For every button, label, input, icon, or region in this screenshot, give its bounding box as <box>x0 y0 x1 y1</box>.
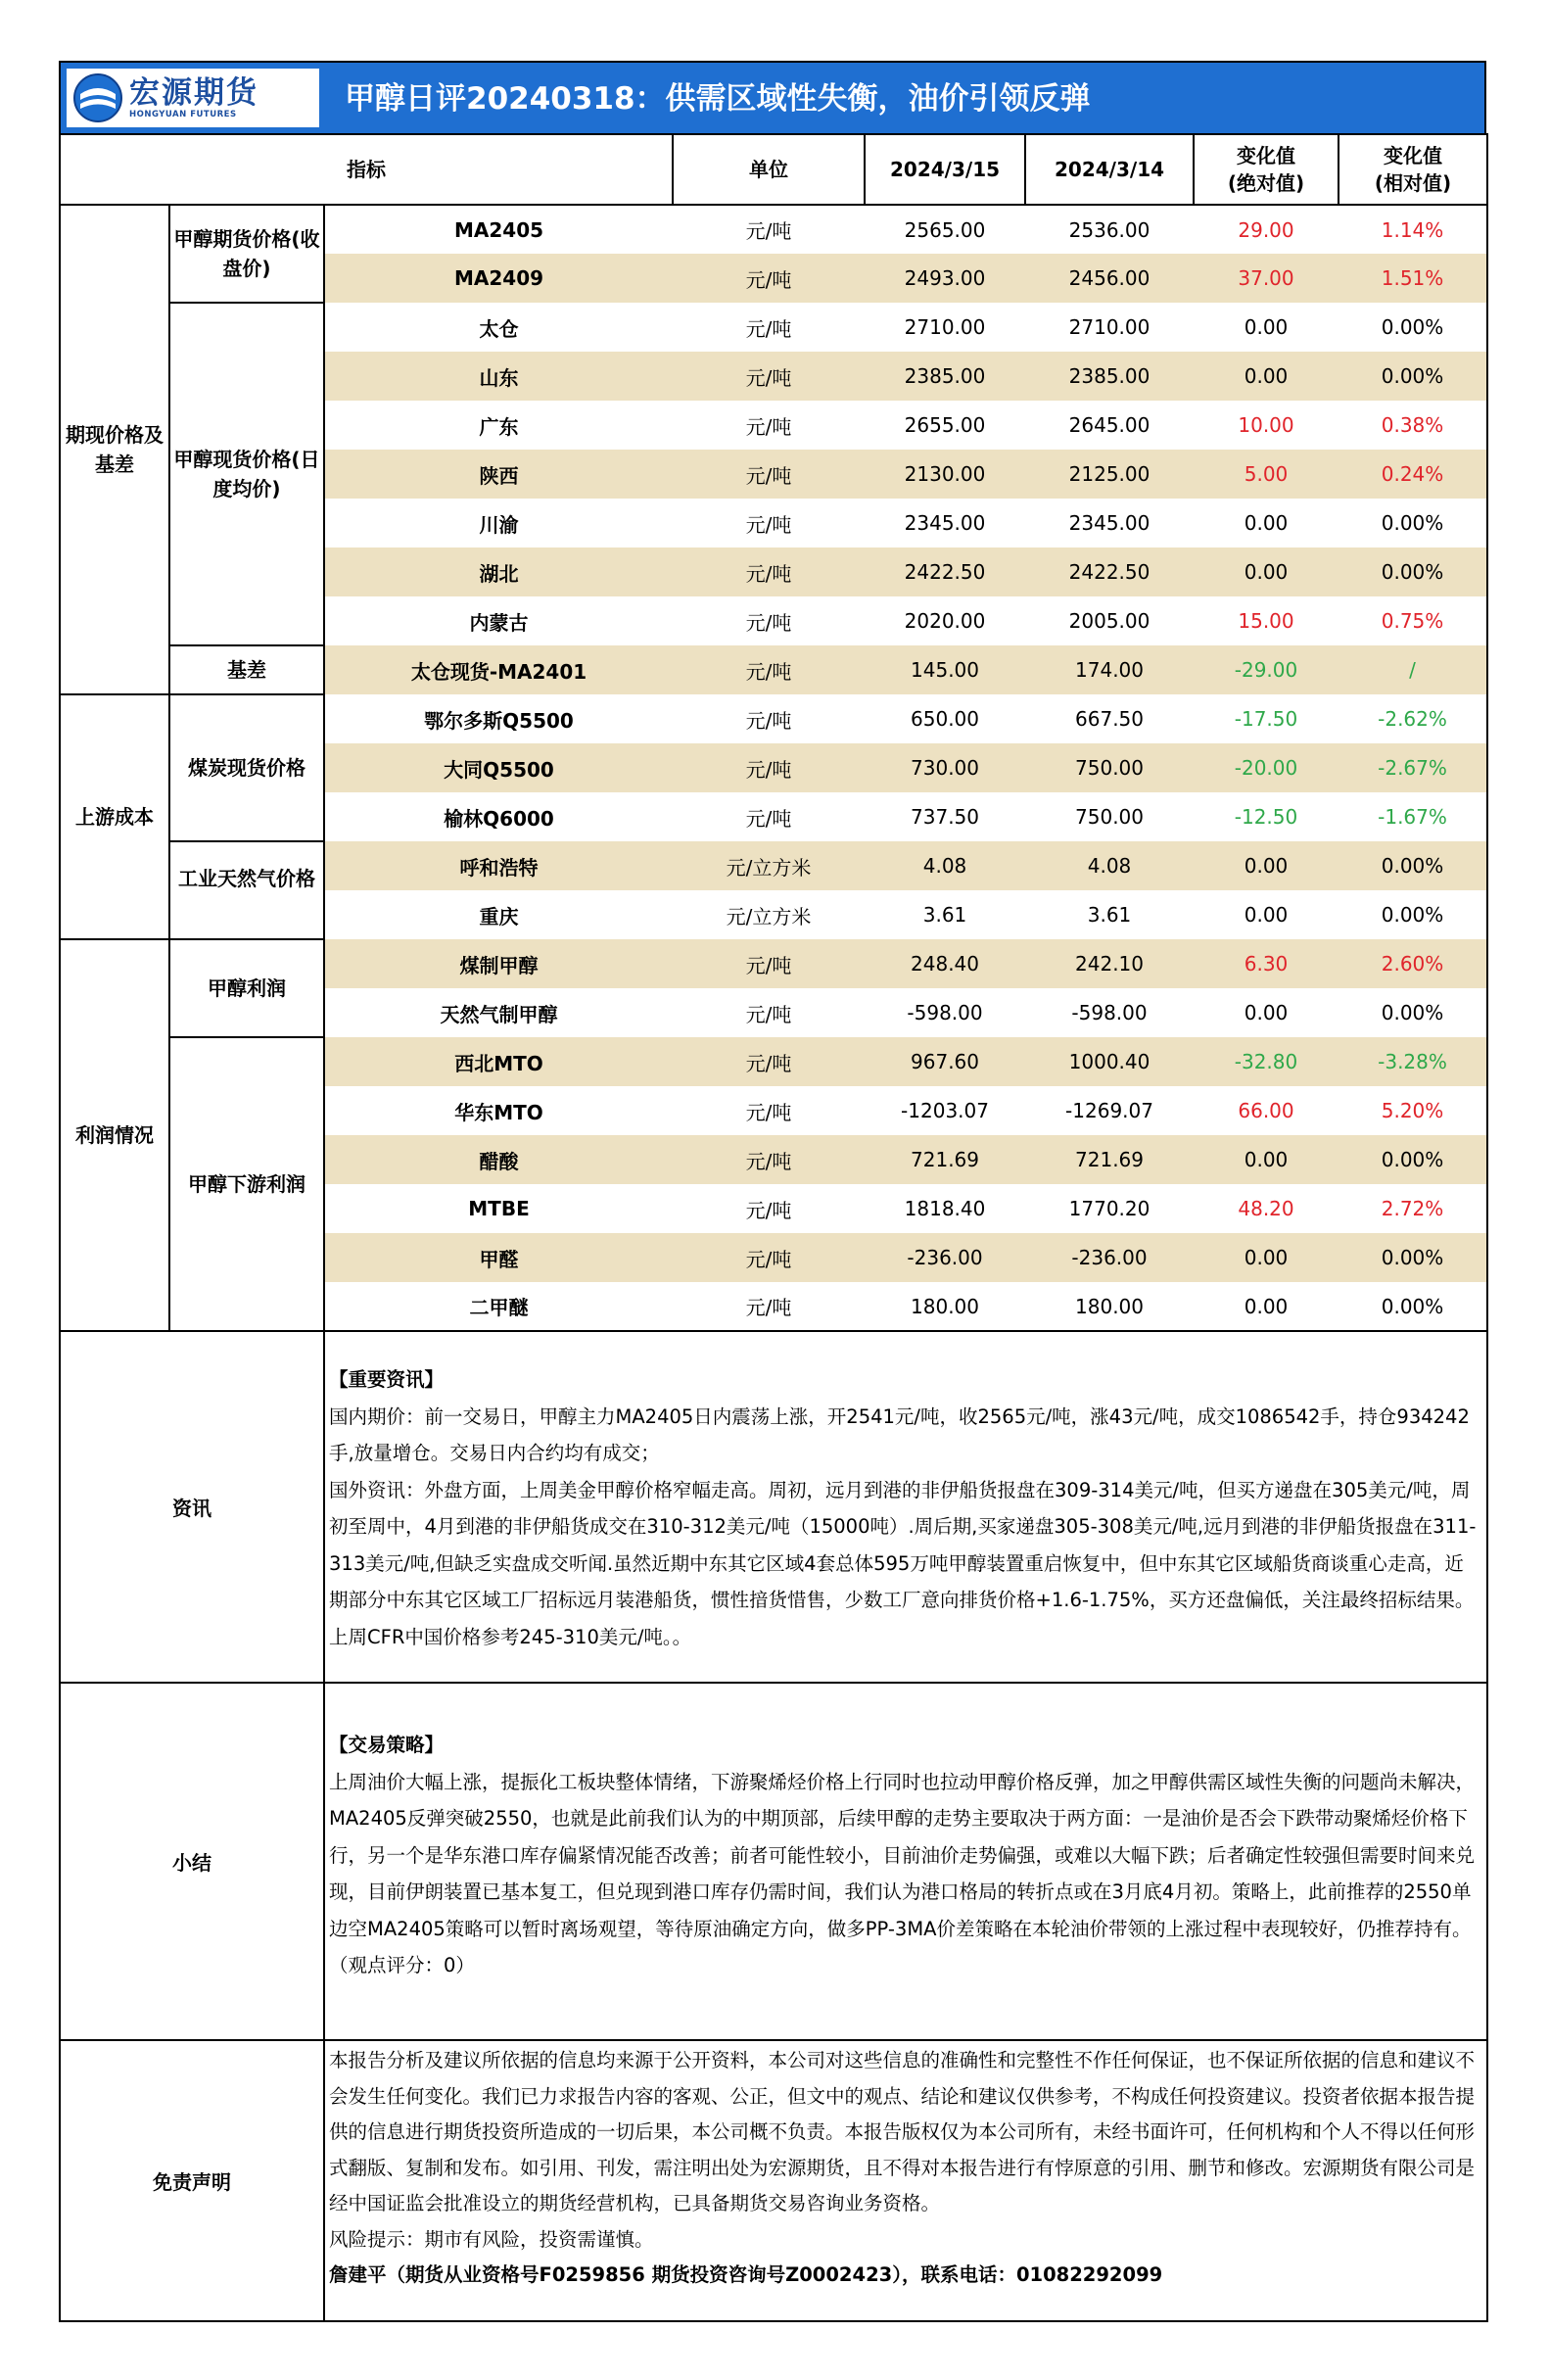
abs-change: -32.80 <box>1194 1037 1339 1086</box>
table-row <box>60 645 1487 694</box>
abs-change: 0.00 <box>1194 547 1339 596</box>
abs-change: -17.50 <box>1234 707 1298 731</box>
unit-cell: 元/吨 <box>673 1282 865 1331</box>
col-abs-change: 变化值 (绝对值) <box>1194 134 1339 205</box>
rel-change: 0.00% <box>1339 988 1487 1037</box>
indicator-name: 太仓 <box>479 316 519 341</box>
abs-change: 0.00 <box>1194 352 1339 401</box>
value-date2: 242.10 <box>1025 939 1194 988</box>
indicator-name: 重庆 <box>479 904 519 928</box>
value-date2: 2125.00 <box>1025 450 1194 499</box>
value-date2: 2456.00 <box>1025 254 1194 303</box>
hongyuan-logo-icon <box>72 72 123 123</box>
value-date2: 1000.40 <box>1025 1037 1194 1086</box>
rel-change: 0.38% <box>1339 401 1487 450</box>
unit-cell: 元/吨 <box>745 1198 792 1222</box>
indicator-name: 榆林Q6000 <box>444 806 554 831</box>
news-label: 资讯 <box>60 1332 324 1683</box>
unit-cell: 元/吨 <box>745 708 792 733</box>
indicator-name: MA2405 <box>453 217 544 242</box>
news-body <box>324 1332 1487 1683</box>
value-date2: 750.00 <box>1075 805 1144 829</box>
rel-change: / <box>1339 645 1487 694</box>
indicator-name: 鄂尔多斯Q5500 <box>424 708 574 733</box>
value-date2: -598.00 <box>1071 1001 1148 1024</box>
unit-cell: 元/吨 <box>745 316 792 341</box>
value-date1: -236.00 <box>865 1233 1025 1282</box>
value-date1: 2710.00 <box>904 315 986 339</box>
abs-change: 0.00 <box>1244 903 1289 927</box>
table-row <box>60 205 1487 254</box>
indicator-name: 天然气制甲醇 <box>440 1002 558 1026</box>
value-date1: 650.00 <box>911 707 979 731</box>
rel-change: -2.67% <box>1339 743 1487 792</box>
abs-change: 0.00 <box>1194 1233 1339 1282</box>
unit-cell: 元/吨 <box>673 1233 865 1282</box>
rel-change: 1.51% <box>1339 254 1487 303</box>
summary-text: 上周油价大幅上涨，提振化工板块整体情绪，下游聚烯烃价格上行同时也拉动甲醇价格反弹，加之甲醇供需区域性失衡的问题尚未解决，MA2405反弹突破2550，也就是此前我们认为的中期顶部，后续甲醇的走势主要取决于两方面：一是油价是否会下跌带动聚烯烃价格下行，另一个是华东港口库存偏紧情况能否改善；前者可能性较小，目前油价走势偏强，或难以大幅下跌；后者确定性较强但需要时间来兑现，目前伊朗装置已基本复工，但兑现到港口库存仍需时间，我们认为港口格局的转折点或在3月底4月初。策略上，此前推荐的2550单边空MA2405策略可以暂时离场观望，等待原油确定方向，做多PP-3MA价差策略在本轮油价带领的上涨过程中表现较好，仍推荐持有。（观点评分：0） <box>329 1770 1476 1976</box>
indicator-table <box>59 133 1488 1332</box>
value-date1: 721.69 <box>865 1135 1025 1184</box>
value-date1: 2385.00 <box>865 352 1025 401</box>
unit-cell: 元/吨 <box>673 645 865 694</box>
abs-change: -12.50 <box>1234 805 1298 829</box>
value-date1: 2565.00 <box>904 217 986 242</box>
disclaimer-block <box>59 2041 1488 2322</box>
category-cell: 利润情况 <box>60 939 169 1331</box>
risk-warning: 风险提示：期市有风险，投资需谨慎。 <box>329 2227 654 2251</box>
abs-change: 48.20 <box>1238 1197 1294 1220</box>
abs-change: 10.00 <box>1238 413 1294 437</box>
methanol-daily-report <box>59 61 1486 2322</box>
summary-block <box>59 1684 1488 2041</box>
news-domestic: 国内期价：前一交易日，甲醇主力MA2405日内震荡上涨，开2541元/吨，收2565元/吨，涨43元/吨，成交1086542手，持仓934242手,放量增仓。交易日内合约均有成交； <box>329 1404 1470 1464</box>
value-date2: -236.00 <box>1025 1233 1194 1282</box>
subcategory-cell: 煤炭现货价格 <box>169 694 324 841</box>
abs-change: 0.00 <box>1244 315 1289 339</box>
indicator-name: 内蒙古 <box>469 610 529 635</box>
rel-change: 0.00% <box>1339 890 1487 939</box>
unit-cell: 元/吨 <box>745 1002 792 1026</box>
indicator-name: 广东 <box>479 414 519 439</box>
rel-change: -2.62% <box>1339 694 1487 743</box>
indicator-name: 大同Q5500 <box>324 743 673 792</box>
disclaimer-text: 本报告分析及建议所依据的信息均来源于公开资料，本公司对这些信息的准确性和完整性不作任何保证，也不保证所依据的信息和建议不会发生任何变化。我们已力求报告内容的客观、公正，但文中的观点、结论和建议仅供参考，不构成任何投资建议。投资者依据本报告提供的信息进行期货投资所造成的一切后果，本公司概不负责。本报告版权仅为本公司所有，未经书面许可，任何机构和个人不得以任何形式翻版、复制和发布。如引用、刊发，需注明出处为宏源期货，且不得对本报告进行有悖原意的引用、删节和修改。宏源期货有限公司是经中国证监会批准设立的期货经营机构，已具备期货交易咨询业务资格。 <box>329 2049 1476 2214</box>
summary-label: 小结 <box>60 1684 324 2040</box>
unit-cell: 元/吨 <box>673 1037 865 1086</box>
rel-change: 0.24% <box>1339 450 1487 499</box>
value-date1: 1818.40 <box>904 1197 986 1220</box>
unit-cell: 元/吨 <box>745 512 792 537</box>
abs-change: 0.00 <box>1194 1282 1339 1331</box>
rel-change: 0.00% <box>1339 1282 1487 1331</box>
value-date2: 2385.00 <box>1025 352 1194 401</box>
value-date1: 737.50 <box>911 805 979 829</box>
abs-change: 6.30 <box>1194 939 1339 988</box>
rel-change: 0.00% <box>1339 547 1487 596</box>
value-date2: 667.50 <box>1075 707 1144 731</box>
value-date2: 2005.00 <box>1068 609 1151 633</box>
news-block <box>59 1332 1488 1684</box>
indicator-name: 醋酸 <box>324 1135 673 1184</box>
value-date1: 730.00 <box>865 743 1025 792</box>
subcategory-cell: 甲醇期货价格(收盘价) <box>169 205 324 303</box>
value-date2: 4.08 <box>1025 841 1194 890</box>
value-date2: 750.00 <box>1025 743 1194 792</box>
value-date1: 3.61 <box>922 903 967 927</box>
unit-cell: 元/吨 <box>673 254 865 303</box>
rel-change: 2.72% <box>1339 1184 1487 1233</box>
abs-change: 15.00 <box>1238 609 1294 633</box>
abs-change: 37.00 <box>1194 254 1339 303</box>
indicator-name: 太仓现货-MA2401 <box>324 645 673 694</box>
unit-cell: 元/吨 <box>673 352 865 401</box>
disclaimer-body <box>324 2041 1487 2321</box>
value-date1: -598.00 <box>907 1001 983 1024</box>
indicator-name: 甲醛 <box>324 1233 673 1282</box>
unit-cell: 元/吨 <box>745 610 792 635</box>
rel-change: -3.28% <box>1339 1037 1487 1086</box>
rel-change: 0.00% <box>1339 841 1487 890</box>
subcategory-cell: 甲醇下游利润 <box>169 1037 324 1331</box>
indicator-name: 川渝 <box>479 512 519 537</box>
col-date2: 2024/3/14 <box>1025 134 1194 205</box>
news-foreign: 国外资讯：外盘方面，上周美金甲醇价格窄幅走高。周初，远月到港的非伊船货报盘在309-314美元/吨，但买方递盘在305美元/吨，周初至周中，4月到港的非伊船货成交在310-312美元/吨（15000吨）.周后期,买家递盘305-308美元/吨,远月到港的非伊船货报盘在311-313美元/吨,但缺乏实盘成交听闻.虽然近期中东其它区域4套总体595万吨甲醇装置重启恢复中，但中东其它区域船货商谈重心走高，近期部分中东其它区域工厂招标远月装港船货，惯性揞货惜售，少数工厂意向排货价格+1.6-1.75%，买方还盘偏低，关注最终招标结果。上周CFR中国价格参考245-310美元/吨。。 <box>329 1478 1477 1648</box>
indicator-name: 呼和浩特 <box>324 841 673 890</box>
value-date1: 2345.00 <box>904 511 986 535</box>
rel-change: 0.00% <box>1339 499 1487 547</box>
unit-cell: 元/吨 <box>745 806 792 831</box>
summary-heading: 【交易策略】 <box>329 1734 445 1756</box>
unit-cell: 元/吨 <box>673 547 865 596</box>
value-date1: 4.08 <box>865 841 1025 890</box>
unit-cell: 元/吨 <box>673 743 865 792</box>
value-date1: 180.00 <box>865 1282 1025 1331</box>
table-row <box>60 841 1487 890</box>
value-date2: 3.61 <box>1087 903 1132 927</box>
unit-cell: 元/吨 <box>673 1135 865 1184</box>
unit-cell: 元/立方米 <box>726 904 812 928</box>
rel-change: 0.00% <box>1339 303 1487 352</box>
subcategory-cell: 甲醇利润 <box>169 939 324 1037</box>
rel-change: 0.75% <box>1339 596 1487 645</box>
category-cell: 期现价格及基差 <box>60 205 169 694</box>
rel-change: 2.60% <box>1339 939 1487 988</box>
unit-cell: 元/吨 <box>745 414 792 439</box>
table-row <box>60 1037 1487 1086</box>
table-row <box>60 694 1487 743</box>
abs-change: 0.00 <box>1194 841 1339 890</box>
rel-change: -1.67% <box>1339 792 1487 841</box>
rel-change: 0.00% <box>1339 1135 1487 1184</box>
rel-change: 1.14% <box>1339 205 1487 254</box>
value-date2: 721.69 <box>1025 1135 1194 1184</box>
logo-cn-text: 宏源期货 <box>129 75 258 111</box>
unit-cell: 元/吨 <box>745 1100 792 1124</box>
col-date1: 2024/3/15 <box>865 134 1025 205</box>
subcategory-cell: 工业天然气价格 <box>169 841 324 939</box>
value-date2: 1770.20 <box>1068 1197 1151 1220</box>
indicator-name: 西北MTO <box>324 1037 673 1086</box>
subcategory-cell: 甲醇现货价格(日度均价) <box>169 303 324 645</box>
indicator-name: 华东MTO <box>454 1100 543 1124</box>
abs-change: 29.00 <box>1238 217 1294 242</box>
rel-change: 5.20% <box>1339 1086 1487 1135</box>
col-rel-change: 变化值 (相对值) <box>1339 134 1487 205</box>
indicator-name: 湖北 <box>324 547 673 596</box>
col-unit: 单位 <box>673 134 865 205</box>
value-date1: 248.40 <box>865 939 1025 988</box>
abs-change: 66.00 <box>1238 1099 1294 1122</box>
value-date2: 2345.00 <box>1068 511 1151 535</box>
table-row <box>60 303 1487 352</box>
news-heading: 【重要资讯】 <box>329 1368 445 1391</box>
indicator-name: MTBE <box>468 1197 530 1220</box>
value-date2: 174.00 <box>1025 645 1194 694</box>
unit-cell: 元/吨 <box>745 219 792 243</box>
abs-change: -20.00 <box>1194 743 1339 792</box>
table-header-row <box>60 134 1487 205</box>
value-date2: 2710.00 <box>1068 315 1151 339</box>
indicator-name: 二甲醚 <box>324 1282 673 1331</box>
abs-change: 0.00 <box>1194 1135 1339 1184</box>
indicator-name: MA2409 <box>324 254 673 303</box>
report-title: 甲醇日评20240318：供需区域性失衡，油价引领反弹 <box>345 81 1091 117</box>
unit-cell: 元/吨 <box>673 450 865 499</box>
table-row <box>60 939 1487 988</box>
unit-cell: 元/吨 <box>673 939 865 988</box>
value-date2: -1269.07 <box>1065 1099 1153 1122</box>
indicator-name: 陕西 <box>324 450 673 499</box>
value-date2: 2422.50 <box>1025 547 1194 596</box>
unit-cell: 元/立方米 <box>673 841 865 890</box>
value-date2: 2645.00 <box>1068 413 1151 437</box>
value-date1: 2493.00 <box>865 254 1025 303</box>
summary-body <box>324 1684 1487 2040</box>
category-cell: 上游成本 <box>60 694 169 939</box>
rel-change: 0.00% <box>1339 1233 1487 1282</box>
value-date1: 967.60 <box>865 1037 1025 1086</box>
value-date2: 2536.00 <box>1068 217 1151 242</box>
logo-en-text: HONGYUAN FUTURES <box>129 110 237 119</box>
subcategory-cell: 基差 <box>169 645 324 694</box>
value-date1: 2130.00 <box>865 450 1025 499</box>
company-logo <box>67 69 319 127</box>
value-date1: 145.00 <box>865 645 1025 694</box>
value-date1: 2422.50 <box>865 547 1025 596</box>
rel-change: 0.00% <box>1339 352 1487 401</box>
value-date1: 2020.00 <box>904 609 986 633</box>
value-date2: 180.00 <box>1025 1282 1194 1331</box>
indicator-name: 山东 <box>324 352 673 401</box>
abs-change: 0.00 <box>1244 1001 1289 1024</box>
value-date1: 2655.00 <box>904 413 986 437</box>
abs-change: -29.00 <box>1194 645 1339 694</box>
indicator-name: 煤制甲醇 <box>324 939 673 988</box>
abs-change: 5.00 <box>1194 450 1339 499</box>
report-header <box>59 61 1486 133</box>
col-indicator: 指标 <box>60 134 673 205</box>
analyst-info: 詹建平（期货从业资格号F0259856 期货投资咨询号Z0002423），联系电话：01082292099 <box>329 2263 1163 2286</box>
abs-change: 0.00 <box>1244 511 1289 535</box>
table-body <box>60 205 1487 1331</box>
value-date1: -1203.07 <box>901 1099 989 1122</box>
disclaimer-label: 免责声明 <box>60 2041 324 2321</box>
